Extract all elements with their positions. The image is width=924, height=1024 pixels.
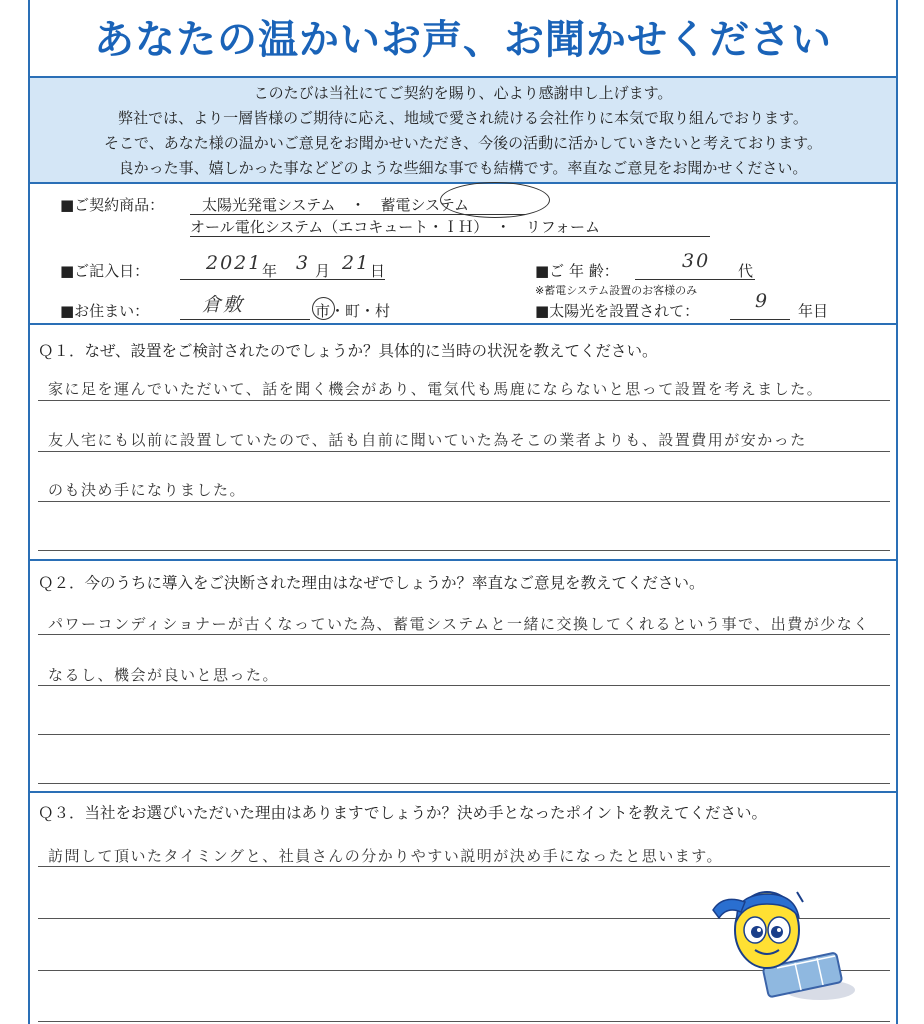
age-value: 30 [682,250,711,272]
answer-line: のも決め手になりました。 [48,481,247,499]
answer-rule [38,866,890,867]
address-unit: 市・町・村 [315,302,391,320]
address-value: 倉敷 [202,294,245,316]
question-1 [30,325,896,561]
answer-rule [38,400,890,401]
answer-rule [38,685,890,686]
answer-rule [38,734,890,735]
intro-line: そこで、あなた様の温かいご意見をお聞かせいただき、今後の活動に活かしていきたいと考えております。 [104,134,822,152]
date-month-unit: 月 [315,262,331,280]
intro-line: 良かった事、嬉しかった事などどのような些細な事でも結構です。率直なご意見をお聞かせください。 [118,159,808,177]
date-label: ■ご記入日： [60,262,150,280]
intro-band [30,76,896,184]
question-label: Ｑ３．当社をお選びいただいた理由はありますでしょうか？決め手となったポイントを教えてください。 [38,804,767,822]
date-day: 21 [342,252,371,274]
answer-rule [38,634,890,635]
question-2 [30,561,896,793]
answer-line: パワーコンディショナーが古くなっていた為、蓄電システムと一緒に交換してくれるという事で、出費が少なく [48,615,870,633]
date-year: 2021 [206,252,263,274]
note-text: ※蓄電システム設置のお客様のみ [535,284,698,297]
age-unit: 代 [738,262,754,280]
years-unit: 年目 [798,302,829,320]
intro-line: 弊社では、より一層皆様のご期待に応え、地域で愛され続ける会社作りに本気で取り組んでおります。 [118,109,808,127]
question-label: Ｑ１．なぜ、設置をご検討されたのでしょうか？具体的に当時の状況を教えてください。 [38,342,658,360]
product-line-1: 太陽光発電システム ・ 蓄電システム [202,196,470,214]
answer-line: 家に足を運んでいただいて、話を聞く機会があり、電気代も馬鹿にならないと思って設置を考えました。 [48,380,824,398]
age-label: ■ご 年 齢： [535,262,619,280]
survey-sheet [28,0,898,1024]
question-label: Ｑ２．今のうちに導入をご決断された理由はなぜでしょうか？率直なご意見を教えてください。 [38,574,705,592]
answer-rule [38,451,890,452]
product-line-2: オール電化システム（エコキュート・ＩＨ） ・ リフォーム [190,218,600,236]
age-underline [635,279,755,280]
answer-line: 友人宅にも以前に設置していたので、話も自前に聞いていた為そこの業者よりも、設置費用が安かった [48,431,807,449]
date-year-unit: 年 [262,262,278,280]
years-value: 9 [755,290,770,312]
years-underline [730,319,790,320]
answer-rule [38,501,890,502]
intro-line: このたびは当社にてご契約を賜り、心より感謝申し上げます。 [253,84,673,102]
answer-rule [38,550,890,551]
date-underline [180,279,385,280]
selected-circle [440,182,550,218]
city-circle [312,297,335,320]
answer-rule [38,783,890,784]
date-month: 3 [296,252,311,274]
answer-line: 訪問して頂いたタイミングと、社員さんの分かりやすい説明が決め手になったと思います。 [48,847,724,865]
years-label: ■太陽光を設置されて： [535,302,700,320]
date-day-unit: 日 [370,262,386,280]
address-underline [180,319,310,320]
address-label: ■お住まい： [60,302,150,320]
product-underline-2 [190,236,710,237]
product-label: ■ご契約商品： [60,196,165,214]
page-title: あなたの温かいお声、お聞かせください [94,17,832,63]
answer-line: なるし、機会が良いと思った。 [48,666,280,684]
info-section [30,184,896,325]
answer-rule [38,1021,890,1022]
mascot-icon [705,890,855,1010]
